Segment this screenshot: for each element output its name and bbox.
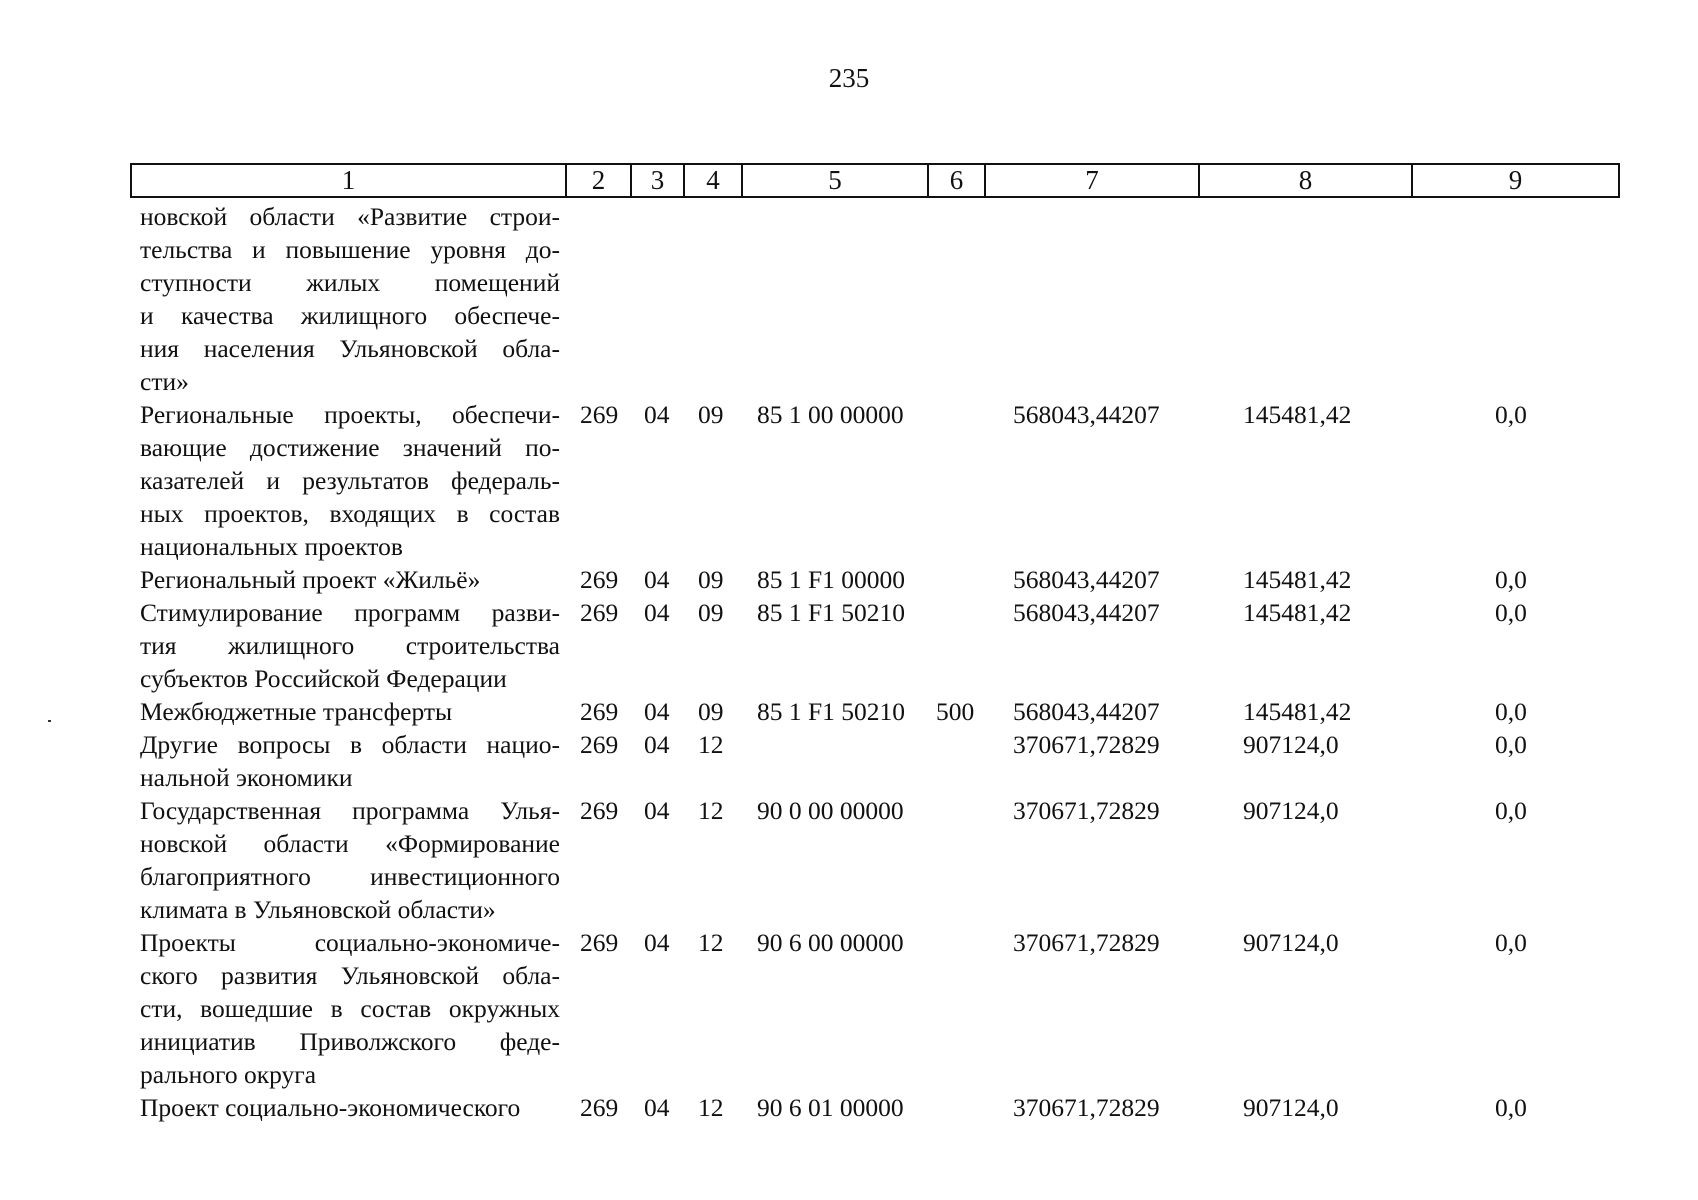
subsection-code: 12	[698, 730, 724, 759]
section-code: 04	[644, 796, 670, 825]
row-name	[140, 926, 560, 1091]
row-name	[140, 200, 560, 398]
amount-col-8: 907124,0	[1243, 1093, 1339, 1122]
amount-col-8: 145481,42	[1243, 565, 1352, 594]
subsection-code: 09	[698, 400, 724, 429]
expense-type-code: 500	[936, 697, 975, 726]
row-name-line: ступности жилых помещений	[140, 268, 560, 297]
amount-col-9: 0,0	[1495, 796, 1527, 825]
amount-col-8: 907124,0	[1243, 928, 1339, 957]
header-col-8: 8	[1199, 164, 1412, 197]
row-name	[140, 596, 560, 695]
chapter-code: 269	[580, 400, 619, 429]
subsection-code: 12	[698, 796, 724, 825]
row-name-line: казателей и результатов федераль-	[140, 466, 560, 495]
table-row	[0, 695, 1698, 728]
header-col-9: 9	[1412, 164, 1619, 197]
section-code: 04	[644, 730, 670, 759]
target-article-code: 85 1 F1 50210	[757, 697, 906, 726]
row-name-line: Проект социально-экономического	[140, 1093, 521, 1122]
row-name-line: Проекты социально-экономиче-	[140, 928, 560, 957]
row-name	[140, 398, 560, 563]
amount-col-8: 145481,42	[1243, 598, 1352, 627]
table-row	[0, 596, 1698, 695]
section-code: 04	[644, 565, 670, 594]
target-article-code: 90 6 00 00000	[757, 928, 904, 957]
row-name-line: Государственная программа Улья-	[140, 796, 560, 825]
row-name-line: вающие достижение значений по-	[140, 433, 560, 462]
row-name-line: Межбюджетные трансферты	[140, 697, 453, 726]
section-code: 04	[644, 1093, 670, 1122]
row-name-line: субъектов Российской Федерации	[140, 664, 507, 693]
amount-col-7: 370671,72829	[1013, 730, 1160, 759]
amount-col-9: 0,0	[1495, 697, 1527, 726]
amount-col-9: 0,0	[1495, 928, 1527, 957]
amount-col-7: 370671,72829	[1013, 1093, 1160, 1122]
row-name-line: нальной экономики	[140, 763, 353, 792]
chapter-code: 269	[580, 796, 619, 825]
row-name-line: новской области «Развитие строи-	[140, 202, 560, 231]
chapter-code: 269	[580, 565, 619, 594]
target-article-code: 90 6 01 00000	[757, 1093, 904, 1122]
row-name-line: сти»	[140, 367, 189, 396]
row-name	[140, 794, 560, 926]
row-name-line: климата в Ульяновской области»	[140, 895, 496, 924]
amount-col-7: 568043,44207	[1013, 400, 1160, 429]
row-name-line: Стимулирование программ разви-	[140, 598, 560, 627]
header-col-1: 1	[131, 164, 566, 197]
subsection-code: 09	[698, 697, 724, 726]
target-article-code: 85 1 F1 00000	[757, 565, 906, 594]
row-name-line: новской области «Формирование	[140, 829, 560, 858]
header-col-6: 6	[928, 164, 985, 197]
table-body	[0, 200, 1698, 1124]
row-name-line: ных проектов, входящих в состав	[140, 499, 560, 528]
amount-col-9: 0,0	[1495, 598, 1527, 627]
amount-col-7: 370671,72829	[1013, 928, 1160, 957]
row-name	[140, 563, 560, 596]
row-name-line: Региональный проект «Жильё»	[140, 565, 481, 594]
row-name-line: ского развития Ульяновской обла-	[140, 961, 560, 990]
table-row	[0, 728, 1698, 794]
header-col-5: 5	[742, 164, 928, 197]
amount-col-8: 145481,42	[1243, 400, 1352, 429]
row-name-line: ния населения Ульяновской обла-	[140, 334, 560, 363]
page-number: 235	[828, 63, 870, 93]
amount-col-9: 0,0	[1495, 400, 1527, 429]
chapter-code: 269	[580, 928, 619, 957]
subsection-code: 09	[698, 565, 724, 594]
section-code: 04	[644, 697, 670, 726]
amount-col-8: 907124,0	[1243, 796, 1339, 825]
subsection-code: 09	[698, 598, 724, 627]
amount-col-9: 0,0	[1495, 1093, 1527, 1122]
section-code: 04	[644, 400, 670, 429]
target-article-code: 85 1 F1 50210	[757, 598, 906, 627]
row-name-line: благоприятного инвестиционного	[140, 862, 560, 891]
amount-col-8: 145481,42	[1243, 697, 1352, 726]
amount-col-9: 0,0	[1495, 730, 1527, 759]
row-name	[140, 695, 560, 728]
row-name-line: Региональные проекты, обеспечи-	[140, 400, 560, 429]
header-col-7: 7	[985, 164, 1199, 197]
table-row	[0, 563, 1698, 596]
table-row	[0, 1091, 1698, 1124]
amount-col-9: 0,0	[1495, 565, 1527, 594]
chapter-code: 269	[580, 598, 619, 627]
section-code: 04	[644, 928, 670, 957]
target-article-code: 85 1 00 00000	[757, 400, 904, 429]
row-name-line: национальных проектов	[140, 532, 403, 561]
header-col-2: 2	[566, 164, 631, 197]
chapter-code: 269	[580, 697, 619, 726]
row-name-line: и качества жилищного обеспече-	[140, 301, 560, 330]
row-name-line: рального округа	[140, 1060, 317, 1089]
amount-col-7: 370671,72829	[1013, 796, 1160, 825]
subsection-code: 12	[698, 1093, 724, 1122]
chapter-code: 269	[580, 1093, 619, 1122]
table-row	[0, 794, 1698, 926]
header-col-4: 4	[684, 164, 742, 197]
amount-col-7: 568043,44207	[1013, 697, 1160, 726]
row-name	[140, 1091, 560, 1124]
chapter-code: 269	[580, 730, 619, 759]
table-row	[0, 398, 1698, 563]
section-code: 04	[644, 598, 670, 627]
row-name-line: Другие вопросы в области нацио-	[140, 730, 560, 759]
amount-col-8: 907124,0	[1243, 730, 1339, 759]
amount-col-7: 568043,44207	[1013, 598, 1160, 627]
subsection-code: 12	[698, 928, 724, 957]
column-number-header	[130, 163, 1620, 198]
row-name-line: тельства и повышение уровня до-	[140, 235, 560, 264]
row-name-line: сти, вошедшие в состав окружных	[140, 994, 560, 1023]
row-name-line: инициатив Приволжского феде-	[140, 1027, 560, 1056]
target-article-code: 90 0 00 00000	[757, 796, 904, 825]
header-col-3: 3	[631, 164, 684, 197]
row-name	[140, 728, 560, 794]
table-row	[0, 926, 1698, 1091]
amount-col-7: 568043,44207	[1013, 565, 1160, 594]
table-row	[0, 200, 1698, 398]
row-name-line: тия жилищного строительства	[140, 631, 560, 660]
